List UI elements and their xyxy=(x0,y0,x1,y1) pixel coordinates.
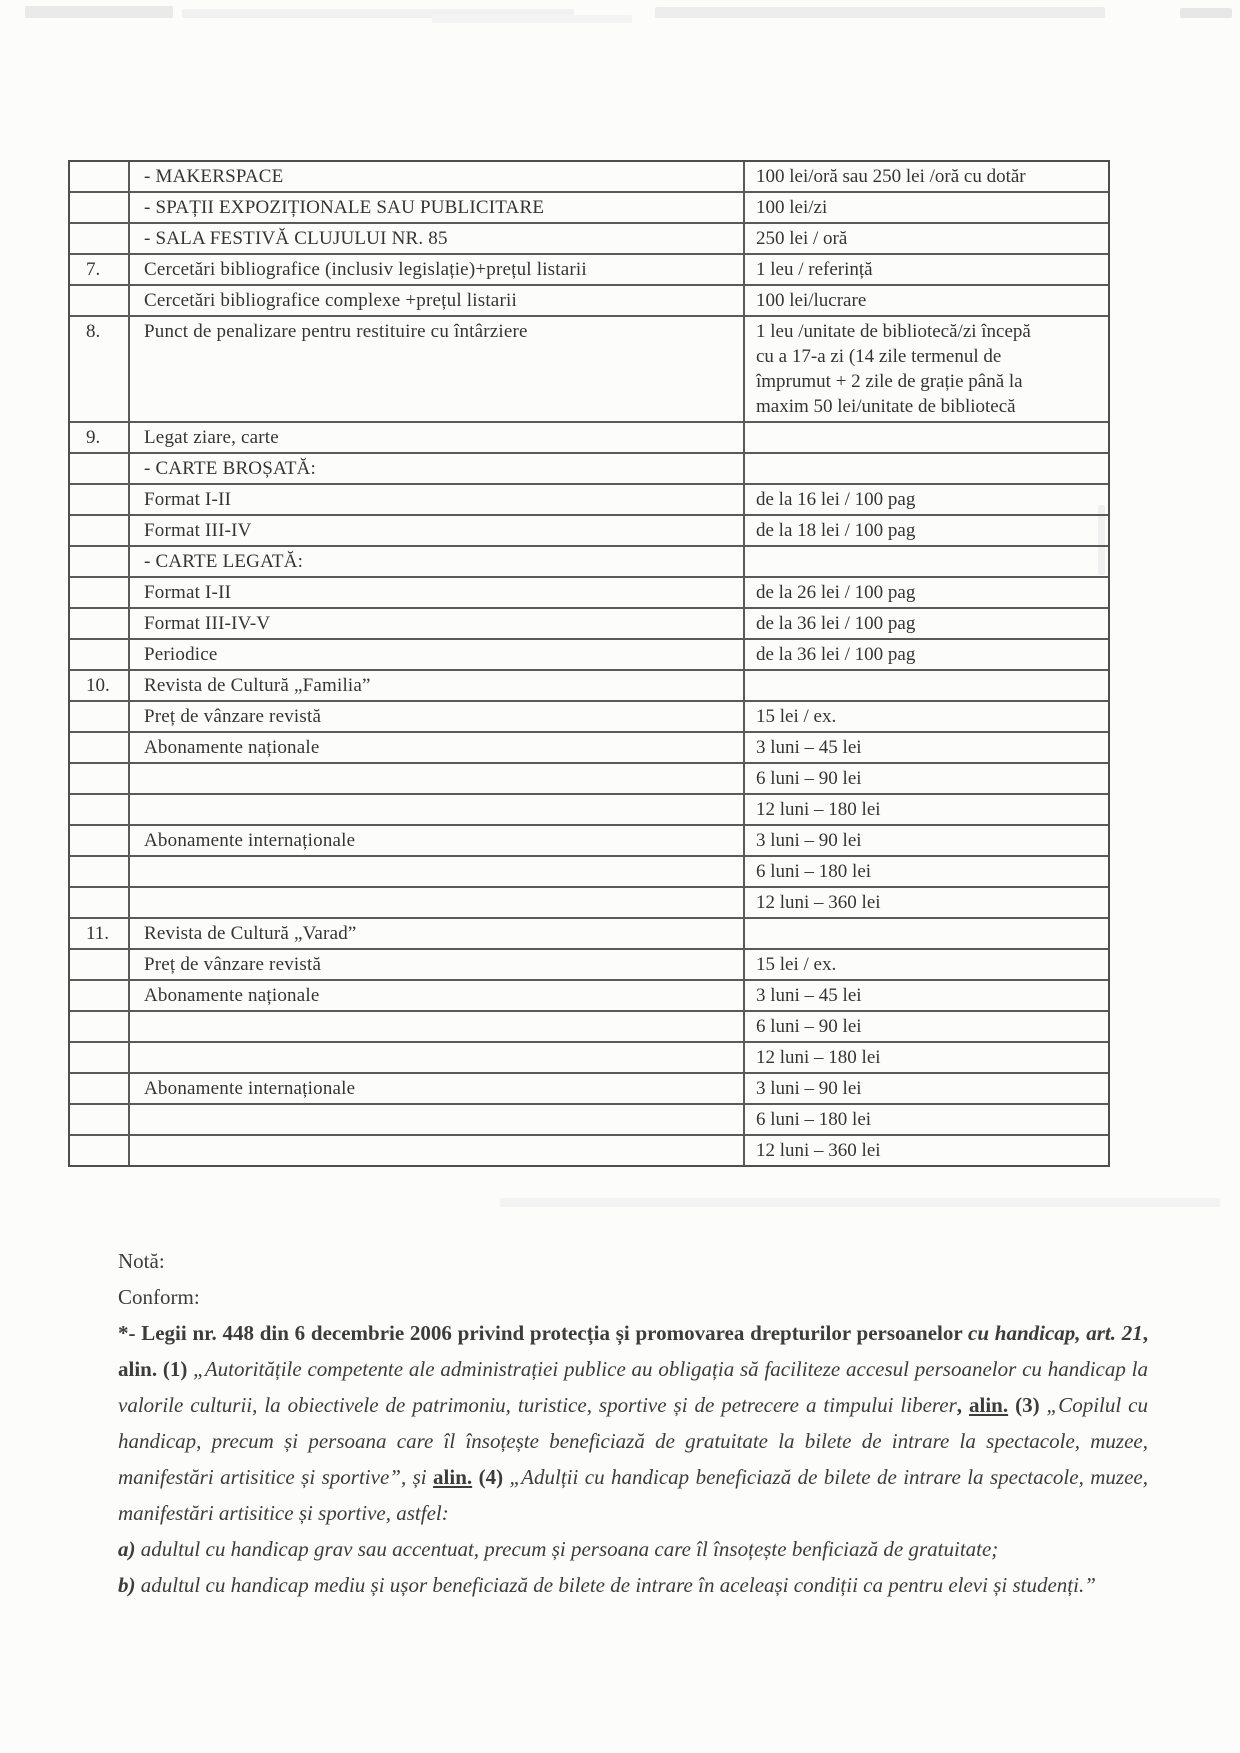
service-cell: Revista de Cultură „Familia” xyxy=(130,671,745,700)
price-cell xyxy=(745,640,1108,669)
row-number-cell xyxy=(70,702,130,731)
price-cell xyxy=(745,1012,1108,1041)
price-line: 100 lei/lucrare xyxy=(756,290,867,311)
table-row xyxy=(70,607,1108,638)
service-cell: - MAKERSPACE xyxy=(130,162,745,191)
row-number-cell xyxy=(70,224,130,253)
table-row xyxy=(70,1072,1108,1103)
price-line: 3 luni – 90 lei xyxy=(756,830,862,851)
price-line: 6 luni – 180 lei xyxy=(756,861,872,882)
price-line: împrumut + 2 zile de grație până la xyxy=(756,371,1023,392)
price-line: 6 luni – 180 lei xyxy=(756,1109,872,1130)
note-text-run: *- xyxy=(118,1321,142,1345)
note-text-run: adultul cu handicap mediu și ușor beneficiază de bilete de intrare în aceleași condiții ca pentru elevi și studenți.” xyxy=(140,1573,1096,1597)
price-cell xyxy=(745,702,1108,731)
price-line: 3 luni – 45 lei xyxy=(756,737,862,758)
price-line: 15 lei / ex. xyxy=(756,706,837,727)
note-text-run: adultul cu handicap grav sau accentuat, precum și persoana care îl însoțește benficiază de gratuitate; xyxy=(140,1537,999,1561)
service-cell: Abonamente internaționale xyxy=(130,826,745,855)
scan-artifact xyxy=(655,7,1105,18)
table-row xyxy=(70,576,1108,607)
row-number-cell xyxy=(70,826,130,855)
price-line: 12 luni – 180 lei xyxy=(756,799,881,820)
table-row xyxy=(70,1010,1108,1041)
service-cell: Punct de penalizare pentru restituire cu întârziere xyxy=(130,317,745,421)
service-cell: Format I-II xyxy=(130,485,745,514)
scan-artifact xyxy=(1180,8,1232,18)
note-text-run: „Adulții cu handicap beneficiază de bilete de intrare la spectacole, muzee, manifestări artisitice și sportive, astfel: xyxy=(118,1465,1148,1525)
price-line: 12 luni – 360 lei xyxy=(756,1140,881,1161)
row-number-cell: 8. xyxy=(70,317,130,421)
price-cell xyxy=(745,255,1108,284)
row-number-cell xyxy=(70,1043,130,1072)
service-cell xyxy=(130,1043,745,1072)
price-cell xyxy=(745,516,1108,545)
scan-artifact xyxy=(432,15,632,23)
row-number-cell xyxy=(70,795,130,824)
table-row xyxy=(70,315,1108,421)
price-line: 250 lei / oră xyxy=(756,228,848,249)
price-cell xyxy=(745,826,1108,855)
note-text-run: alin. (1) xyxy=(118,1357,194,1381)
price-line: de la 18 lei / 100 pag xyxy=(756,520,916,541)
price-cell xyxy=(745,733,1108,762)
row-number-cell xyxy=(70,1012,130,1041)
service-cell xyxy=(130,857,745,886)
service-cell: Periodice xyxy=(130,640,745,669)
row-number-cell xyxy=(70,640,130,669)
row-number-cell xyxy=(70,888,130,917)
price-line: de la 26 lei / 100 pag xyxy=(756,582,916,603)
price-cell xyxy=(745,981,1108,1010)
service-cell xyxy=(130,1105,745,1134)
scan-artifact xyxy=(25,6,173,18)
note-paragraph xyxy=(118,1243,1148,1279)
service-cell xyxy=(130,888,745,917)
note-section xyxy=(118,1243,1148,1603)
note-text-run: a) xyxy=(118,1537,141,1561)
service-cell: Legat ziare, carte xyxy=(130,423,745,452)
table-row xyxy=(70,762,1108,793)
price-line: 12 luni – 360 lei xyxy=(756,892,881,913)
price-cell xyxy=(745,485,1108,514)
note-text-run: b) xyxy=(118,1573,141,1597)
table-row xyxy=(70,1134,1108,1165)
price-cell xyxy=(745,1105,1108,1134)
note-text-run: alin. xyxy=(433,1465,473,1489)
table-row xyxy=(70,452,1108,483)
table-row xyxy=(70,855,1108,886)
price-line: 3 luni – 45 lei xyxy=(756,985,862,1006)
scan-artifact xyxy=(500,1198,1220,1207)
tariff-table xyxy=(68,160,1110,1167)
price-cell xyxy=(745,162,1108,191)
row-number-cell xyxy=(70,950,130,979)
price-line: 6 luni – 90 lei xyxy=(756,768,862,789)
price-line: 100 lei/zi xyxy=(756,197,828,218)
row-number-cell xyxy=(70,286,130,315)
row-number-cell xyxy=(70,547,130,576)
price-cell xyxy=(745,423,1108,452)
price-line: de la 36 lei / 100 pag xyxy=(756,613,916,634)
table-row xyxy=(70,1041,1108,1072)
price-cell xyxy=(745,764,1108,793)
note-paragraph xyxy=(118,1531,1148,1567)
note-text-run: cu handicap, art. 21 xyxy=(968,1321,1143,1345)
table-row xyxy=(70,514,1108,545)
row-number-cell xyxy=(70,454,130,483)
price-line: 100 lei/oră sau 250 lei /oră cu dotăr xyxy=(756,166,1026,187)
price-line: maxim 50 lei/unitate de bibliotecă xyxy=(756,396,1016,417)
table-row xyxy=(70,191,1108,222)
table-row xyxy=(70,545,1108,576)
table-row xyxy=(70,483,1108,514)
price-line: 3 luni – 90 lei xyxy=(756,1078,862,1099)
table-row xyxy=(70,638,1108,669)
service-cell xyxy=(130,795,745,824)
service-cell: Abonamente naționale xyxy=(130,981,745,1010)
row-number-cell xyxy=(70,193,130,222)
note-text-run: Legii nr. 448 din 6 decembrie 2006 privind protecția și promovarea drepturilor persoanelor xyxy=(141,1321,969,1345)
price-cell xyxy=(745,224,1108,253)
service-cell: Cercetări bibliografice complexe +prețul listarii xyxy=(130,286,745,315)
row-number-cell xyxy=(70,733,130,762)
price-cell xyxy=(745,578,1108,607)
service-cell: Format III-IV-V xyxy=(130,609,745,638)
row-number-cell xyxy=(70,981,130,1010)
price-cell xyxy=(745,609,1108,638)
price-cell xyxy=(745,547,1108,576)
row-number-cell xyxy=(70,1105,130,1134)
service-cell: Preț de vânzare revistă xyxy=(130,950,745,979)
price-cell xyxy=(745,857,1108,886)
price-cell xyxy=(745,317,1108,421)
service-cell: Format III-IV xyxy=(130,516,745,545)
price-cell xyxy=(745,950,1108,979)
note-text-run: Conform: xyxy=(118,1285,200,1309)
note-paragraph xyxy=(118,1279,1148,1315)
note-text-run: (3) xyxy=(1008,1393,1047,1417)
row-number-cell xyxy=(70,1136,130,1165)
table-row xyxy=(70,979,1108,1010)
service-cell xyxy=(130,764,745,793)
service-cell: Abonamente internaționale xyxy=(130,1074,745,1103)
note-text-run: , xyxy=(956,1393,969,1417)
note-text-run: alin. xyxy=(969,1393,1009,1417)
note-text-run: (4) xyxy=(472,1465,510,1489)
price-line: 1 leu /unitate de bibliotecă/zi începă xyxy=(756,321,1031,342)
price-line: de la 16 lei / 100 pag xyxy=(756,489,916,510)
price-cell xyxy=(745,193,1108,222)
price-cell xyxy=(745,454,1108,483)
service-cell xyxy=(130,1136,745,1165)
note-text-run: , xyxy=(1142,1321,1148,1345)
note-text-run: Notă: xyxy=(118,1249,165,1273)
table-row xyxy=(70,886,1108,917)
service-cell: - SPAȚII EXPOZIȚIONALE SAU PUBLICITARE xyxy=(130,193,745,222)
price-line: 1 leu / referință xyxy=(756,259,873,280)
row-number-cell xyxy=(70,578,130,607)
table-row xyxy=(70,793,1108,824)
row-number-cell xyxy=(70,485,130,514)
table-row xyxy=(70,700,1108,731)
table-row xyxy=(70,162,1108,191)
row-number-cell xyxy=(70,516,130,545)
price-line: 15 lei / ex. xyxy=(756,954,837,975)
price-line: de la 36 lei / 100 pag xyxy=(756,644,916,665)
price-cell xyxy=(745,888,1108,917)
table-row xyxy=(70,284,1108,315)
service-cell: Abonamente naționale xyxy=(130,733,745,762)
price-cell xyxy=(745,1074,1108,1103)
service-cell: - CARTE BROȘATĂ: xyxy=(130,454,745,483)
row-number-cell xyxy=(70,162,130,191)
table-row xyxy=(70,917,1108,948)
row-number-cell xyxy=(70,857,130,886)
service-cell: Cercetări bibliografice (inclusiv legislație)+prețul listarii xyxy=(130,255,745,284)
service-cell: - CARTE LEGATĂ: xyxy=(130,547,745,576)
price-cell xyxy=(745,795,1108,824)
row-number-cell: 7. xyxy=(70,255,130,284)
price-cell xyxy=(745,1136,1108,1165)
row-number-cell xyxy=(70,609,130,638)
price-line: 6 luni – 90 lei xyxy=(756,1016,862,1037)
service-cell: Format I-II xyxy=(130,578,745,607)
note-paragraph xyxy=(118,1315,1148,1531)
service-cell: Revista de Cultură „Varad” xyxy=(130,919,745,948)
price-line: cu a 17-a zi (14 zile termenul de xyxy=(756,346,1002,367)
table-row xyxy=(70,824,1108,855)
row-number-cell: 9. xyxy=(70,423,130,452)
note-text-run: „Autoritățile competente ale administrației publice au obligația să faciliteze accesul persoanelor cu handicap la valorile culturii, la obiectivele de patrimoniu, turistice, sportive și de petrecere a timpului liberer xyxy=(118,1357,1148,1417)
row-number-cell xyxy=(70,1074,130,1103)
price-cell xyxy=(745,286,1108,315)
table-row xyxy=(70,731,1108,762)
price-cell xyxy=(745,919,1108,948)
table-row xyxy=(70,222,1108,253)
service-cell xyxy=(130,1012,745,1041)
note-text-run: „Copilul cu handicap, precum și persoana care îl însoțește beneficiază de gratuitate la bilete de intrare la spectacole, muzee, manifestări artisitice și sportive”, și xyxy=(118,1393,1149,1489)
service-cell: - SALA FESTIVĂ CLUJULUI NR. 85 xyxy=(130,224,745,253)
table-row xyxy=(70,669,1108,700)
price-line: 12 luni – 180 lei xyxy=(756,1047,881,1068)
row-number-cell: 10. xyxy=(70,671,130,700)
price-cell xyxy=(745,671,1108,700)
table-row xyxy=(70,1103,1108,1134)
table-row xyxy=(70,948,1108,979)
note-paragraph xyxy=(118,1567,1148,1603)
row-number-cell: 11. xyxy=(70,919,130,948)
table-row xyxy=(70,253,1108,284)
row-number-cell xyxy=(70,764,130,793)
price-cell xyxy=(745,1043,1108,1072)
service-cell: Preț de vânzare revistă xyxy=(130,702,745,731)
table-row xyxy=(70,421,1108,452)
